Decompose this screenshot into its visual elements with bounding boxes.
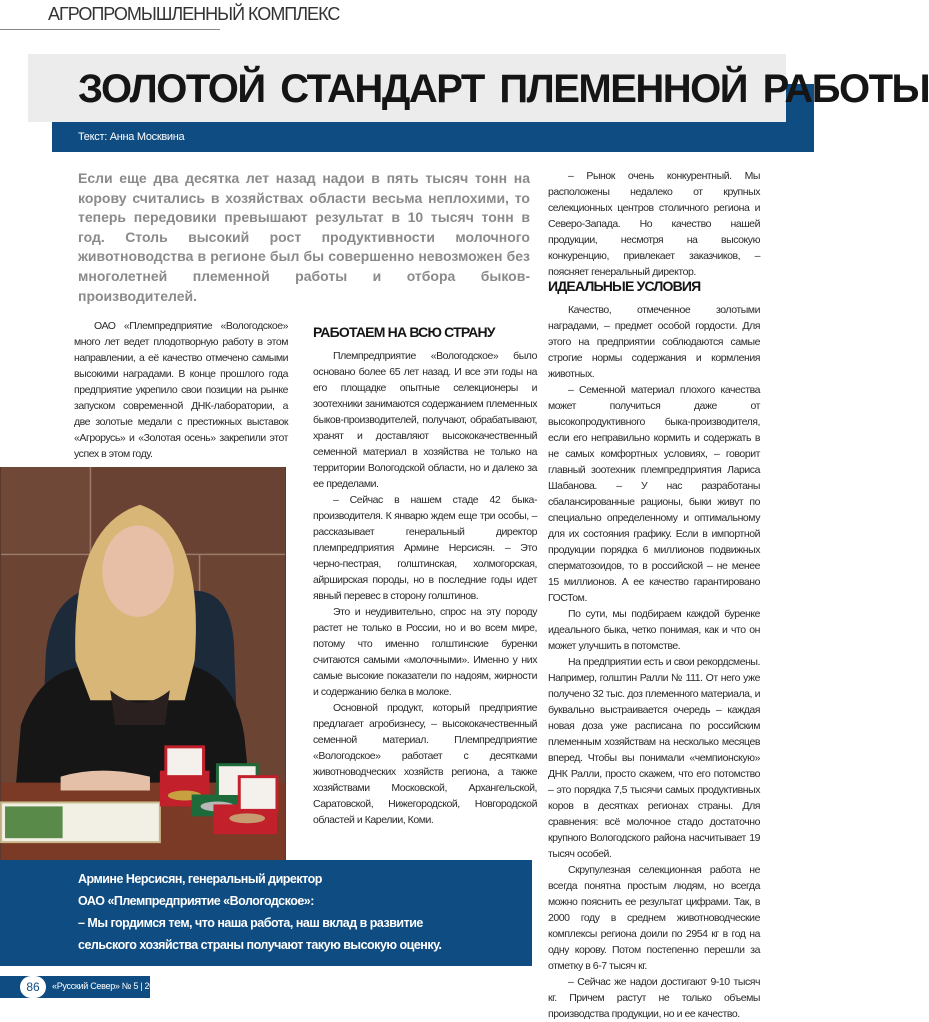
paragraph: На предприятии есть и свои рекордсмены. Например, голштин Ралли № 111. От него уже получено 32 тыс. доз племенного материала, и буквально выстраивается очередь – каждая новая доза уже расписана по российским племенным хозяйствам на несколько месяцев вперед. Чтобы вы понимали «чемпионскую» ДНК Ралли, просто скажем, что его потомство – это порядка 7,5 тысячи самых продуктивных коров в десятках регионах страны. Для сравнения: всё молочное стадо достаточно крупного Вологодского района насчитывает 19 тысяч особей. — [548, 656, 760, 860]
author-line: Текст: Анна Москвина — [78, 131, 185, 143]
subheading-work-for-country: РАБОТАЕМ НА ВСЮ СТРАНУ — [313, 324, 495, 340]
paragraph: – Сейчас в нашем стаде 42 быка-производителя. К январю ждем еще три особы, – рассказывает генеральный директор племпредприятия Армине Нерсисян. – Это черно-пестрая, голштинская, холмогорская, айрширская породы, но в последние годы идет явный перевес в сторону голштинов. — [313, 494, 537, 602]
quote-line: ОАО «Племпредприятие «Вологодское»: — [78, 894, 314, 908]
quote-line: – Мы гордимся тем, что наша работа, наш вклад в развитие — [78, 916, 423, 930]
column-2 — [313, 348, 537, 828]
column-3 — [548, 302, 760, 1022]
paragraph: – Сейчас же надои достигают 9-10 тысяч кг. Причем растут не только объемы производства продукции, но и ее качество. — [548, 976, 760, 1020]
paragraph: Качество, отмеченное золотыми наградами, – предмет особой гордости. Для этого на предприятии соблюдаются самые строгие нормы содержания и кормления животных. — [548, 304, 760, 380]
director-photo — [0, 467, 286, 860]
paragraph: – Рынок очень конкурентный. Мы расположены недалеко от крупных селекционных центров столичного региона и Северо-Запада. Но качество нашей продукции, несмотря на высокую конкуренцию, привлекает заказчиков, – поясняет генеральный директор. — [548, 170, 760, 278]
quote-line: сельского хозяйства страны получают такую высокую оценку. — [78, 938, 442, 952]
subheading-ideal-conditions: ИДЕАЛЬНЫЕ УСЛОВИЯ — [548, 278, 701, 294]
paragraph: – Семенной материал плохого качества может получиться даже от высокопродуктивного быка-производителя, если его неправильно кормить и содержать в не самых комфортных условиях, – говорит главный зоотехник племпредприятия Лариса Шабанова. – У нас разработаны сбалансированные рационы, быки живут по специально определенному и оптимальному для их состояния графику. Если в импортной продукции порядка 6 миллионов подвижных сперматозоидов, то в российской – не менее 15 миллионов. А ее качество гарантировано ГОСТом. — [548, 384, 760, 604]
quote-line: Армине Нерсисян, генеральный директор — [78, 872, 322, 886]
column-3-intro — [548, 168, 760, 280]
paragraph: Основной продукт, который предприятие предлагает агробизнесу, – высококачественный семенной материал. Племпредприятие «Вологодское» работает с десятками животноводческих хозяйств региона, а также хозяйствами Московской, Архангельской, Саратовской, Нижегородской, Новгородской областей и Карелии, Коми. — [313, 702, 537, 826]
column-1 — [74, 318, 288, 462]
paragraph: Это и неудивительно, спрос на эту породу растет не только в России, но и во всем мире, потому что именно голштинские буренки считаются самыми «молочными». Именно у них самые высокие показатели по надоям, жирности и содержанию белка в молоке. — [313, 606, 537, 698]
paragraph: По сути, мы подбираем каждой буренке идеального быка, четко понимая, как и что он может улучшить в потомстве. — [548, 608, 760, 652]
lead-paragraph: Если еще два десятка лет назад надои в пять тысяч тонн на корову считались в хозяйствах области весьма неплохими, то теперь передовики превышают результат в 10 тысяч тонн в год. Столь высокий рост продуктивности молочного животноводства в регионе был бы совершенно невозможен без многолетней племенной работы и отбора быков-производителей. — [78, 170, 530, 304]
pull-quote — [78, 868, 528, 956]
paragraph: ОАО «Племпредприятие «Вологодское» много лет ведет плодотворную работу в этом направлении, а её качество отмечено самыми высокими наградами. В конце прошлого года предприятие укрепило свои позиции на рынке запуском современной ДНК-лаборатории, а две золотые медали с престижных выставок «Агрорусь» и «Золотая осень» закрепили этот успех в этом году. — [74, 320, 288, 460]
paragraph: Скрупулезная селекционная работа не всегда понятна простым людям, но всегда можно пояснить ее результат цифрами. Так, в 2000 году в среднем животноводческие комплексы региона доили по 2954 кг в год на одну корову. Потом постепенно перешли за отметку в 6-7 тысяч кг. — [548, 864, 760, 972]
section-label: АГРОПРОМЫШЛЕННЫЙ КОМПЛЕКС — [48, 4, 340, 24]
page-title: ЗОЛОТОЙ СТАНДАРТ ПЛЕМЕННОЙ РАБОТЫ — [78, 67, 929, 111]
section-rule — [0, 29, 220, 30]
magazine-issue: «Русский Север» № 5 | 2021 — [52, 981, 164, 991]
paragraph: Племпредприятие «Вологодское» было основано более 65 лет назад. И все эти годы на его площадке опытные селекционеры и зоотехники занимаются содержанием племенных быков-производителей, получают, обрабатывают, хранят и доставляют высококачественный семенной материал в хозяйства не только на территории Вологодской области, но и далеко за ее пределами. — [313, 350, 537, 490]
page-number: 86 — [20, 976, 46, 998]
photo-illustration — [0, 467, 286, 860]
